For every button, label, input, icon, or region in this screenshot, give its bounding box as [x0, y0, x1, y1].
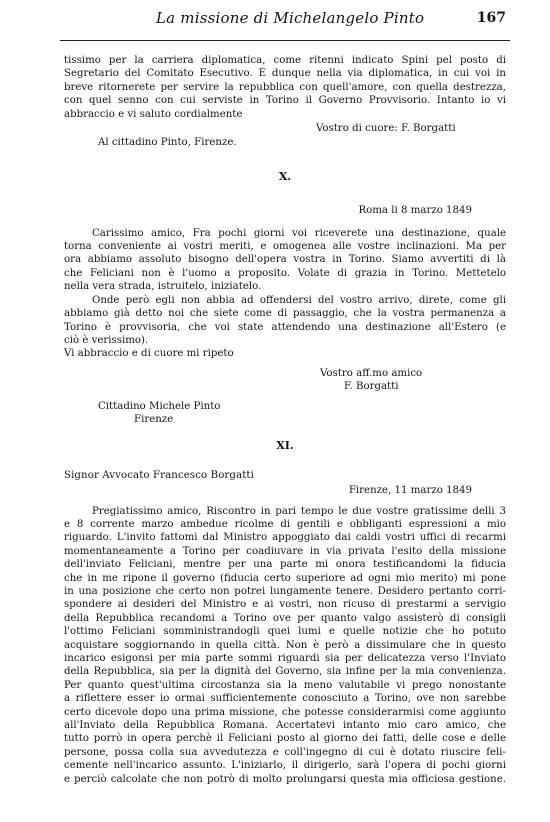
salutation: Signor Avvocato Francesco Borgatti	[64, 469, 254, 481]
text-line: ora abbiamo assoluto bisogno dell'opera vostra in Torino. Siamo avvertiti di là	[64, 254, 506, 266]
letter-ix-ending	[64, 54, 506, 150]
text-line: Carissimo amico, Fra pochi giorni voi riceverete una destinazione, quale	[92, 227, 506, 239]
text-line: l'ottimo Feliciani somministrandogli quei lumi e quelle notizie che ho potuto	[64, 626, 506, 638]
text-line: abbraccio e vi saluto cordialmente	[64, 108, 243, 120]
text-line: certo dicevole dopo una prima missione, che potesse considerarmisi come aggiunto	[64, 706, 506, 718]
text-line: tutto porrò in opera perchè il Feliciani posto al giorno dei fatti, delle cose e delle	[64, 733, 506, 745]
text-line: ciò è verissimo).	[64, 334, 149, 346]
letter-xi	[64, 439, 506, 786]
text-line: spondere ai desideri del Ministro e ai vostri, non ricuso di prestarmi a servigio	[64, 599, 506, 611]
letter-x	[64, 170, 506, 427]
text-line: persone, possa colla sua avvedutezza e coll'ingegno di cui è dotato riuscire feli-	[64, 746, 506, 758]
closing-line: Vi abbraccio e di cuore mi ripeto	[64, 348, 234, 360]
signature-name: F. Borgatti	[344, 381, 399, 393]
text-line: e perciò calcolate che non potrò di molto prolungarsi questa mia officiosa gestione.	[64, 773, 506, 785]
addressee: Al cittadino Pinto, Firenze.	[98, 137, 237, 149]
paragraph	[64, 505, 506, 787]
text-line: della Repubblica, sia per la dignità del Governo, sia infine per la mia convenienza.	[64, 666, 506, 678]
text-line: all'Inviato della Repubblica Romana. Accertatevi intanto mio caro amico, che	[64, 720, 506, 732]
dateline: Firenze, 11 marzo 1849	[348, 485, 472, 497]
addressee-city: Firenze	[134, 413, 174, 425]
page-number: 167	[476, 10, 506, 26]
dateline: Roma li 8 marzo 1849	[358, 205, 472, 217]
text-line: Onde però egli non abbia ad offendersi del vostro arrivo, direte, come gli	[92, 294, 506, 306]
text-line: Pregiatissimo amico, Riscontro in pari tempo le due vostre gratissime delli 3	[92, 505, 506, 517]
text-line: acquistare soggiornando in quella città. Non è però a dissimulare che in questo	[64, 639, 506, 651]
header-rule	[60, 40, 510, 41]
signature: Vostro di cuore: F. Borgatti	[316, 123, 456, 135]
text-line: con quel senno con cui serviste in Torino il Governo Provvisorio. Intanto io vi	[64, 95, 506, 107]
letter-number: XI.	[276, 439, 294, 453]
text-line: nella vera strada, istruitelo, iniziatelo.	[64, 281, 262, 293]
page-header	[0, 10, 550, 36]
addressee-line: Cittadino Michele Pinto	[98, 400, 221, 412]
text-line: Segretario del Comitato Esecutivo. È dunque nella via diplomatica, in cui voi in	[64, 68, 506, 80]
text-line: a riflettere esser io ormai sufficientemente conosciuto a Torino, ove non sarebbe	[64, 693, 506, 705]
text-line: che in me ripone il governo (fiducia certo superiore ad ogni mio merito) mi pone	[64, 572, 506, 584]
text-line: abbiamo già detto noi che siete come di passaggio, che la vostra permanenza a	[64, 308, 506, 320]
paragraph	[64, 294, 506, 348]
text-line: e 8 corrente marzo ambedue ricolme di gentili e obbliganti espressioni a mio	[64, 518, 506, 530]
running-title: La missione di Michelangelo Pinto	[156, 9, 425, 27]
text-line: che Feliciani non è l'uomo a proposito. Volate di grazia in Torino. Mettetelo	[64, 267, 506, 279]
text-line: breve ritornerete per servire la repubblica con quell'amore, con quella destrezza,	[64, 81, 506, 93]
text-line: della Repubblica recandomi a Torino ove per quanto valgo assisterò di consigli	[64, 612, 506, 624]
letter-number: X.	[278, 169, 292, 183]
paragraph	[64, 227, 506, 294]
text-line: Torino è provvisoria, che voi state attendendo una destinazione all'Estero (e	[64, 321, 506, 333]
signature-line: Vostro aff.mo amico	[320, 367, 423, 379]
text-line: incarico esigonsi per mia parte sommi riguardi sia per delicatezza verso l'Inviato	[64, 653, 506, 665]
text-line: torna conveniente ai vostri meriti, e omogenea alle vostre inclinazioni. Ma per	[64, 241, 506, 253]
text-line: cemente nell'incarico assunto. L'iniziarlo, il dirigerlo, sarà l'opera di pochi giorni	[64, 760, 506, 772]
text-line: riguardo. L'invito fattomi dal Ministro appoggiato dai caldi vostri uffici di recarmi	[64, 532, 506, 544]
text-line: dell'inviato Feliciani, mentre per una parte mi onora testificandomi la fiducia	[64, 559, 506, 571]
page-body	[64, 54, 506, 786]
text-line: momentaneamente a Torino per coadiuvare in via privata l'esito della missione	[64, 545, 506, 557]
text-line: Per quanto quest'ultima circostanza sia la meno valutabile vi prego nonostante	[64, 679, 506, 691]
text-line: tissimo per la carriera diplomatica, come ritenni indicato Spini pel posto di	[64, 55, 506, 66]
text-line: in una posizione che certo non potrei lungamente tenere. Desidero pertanto corri-	[64, 586, 506, 597]
